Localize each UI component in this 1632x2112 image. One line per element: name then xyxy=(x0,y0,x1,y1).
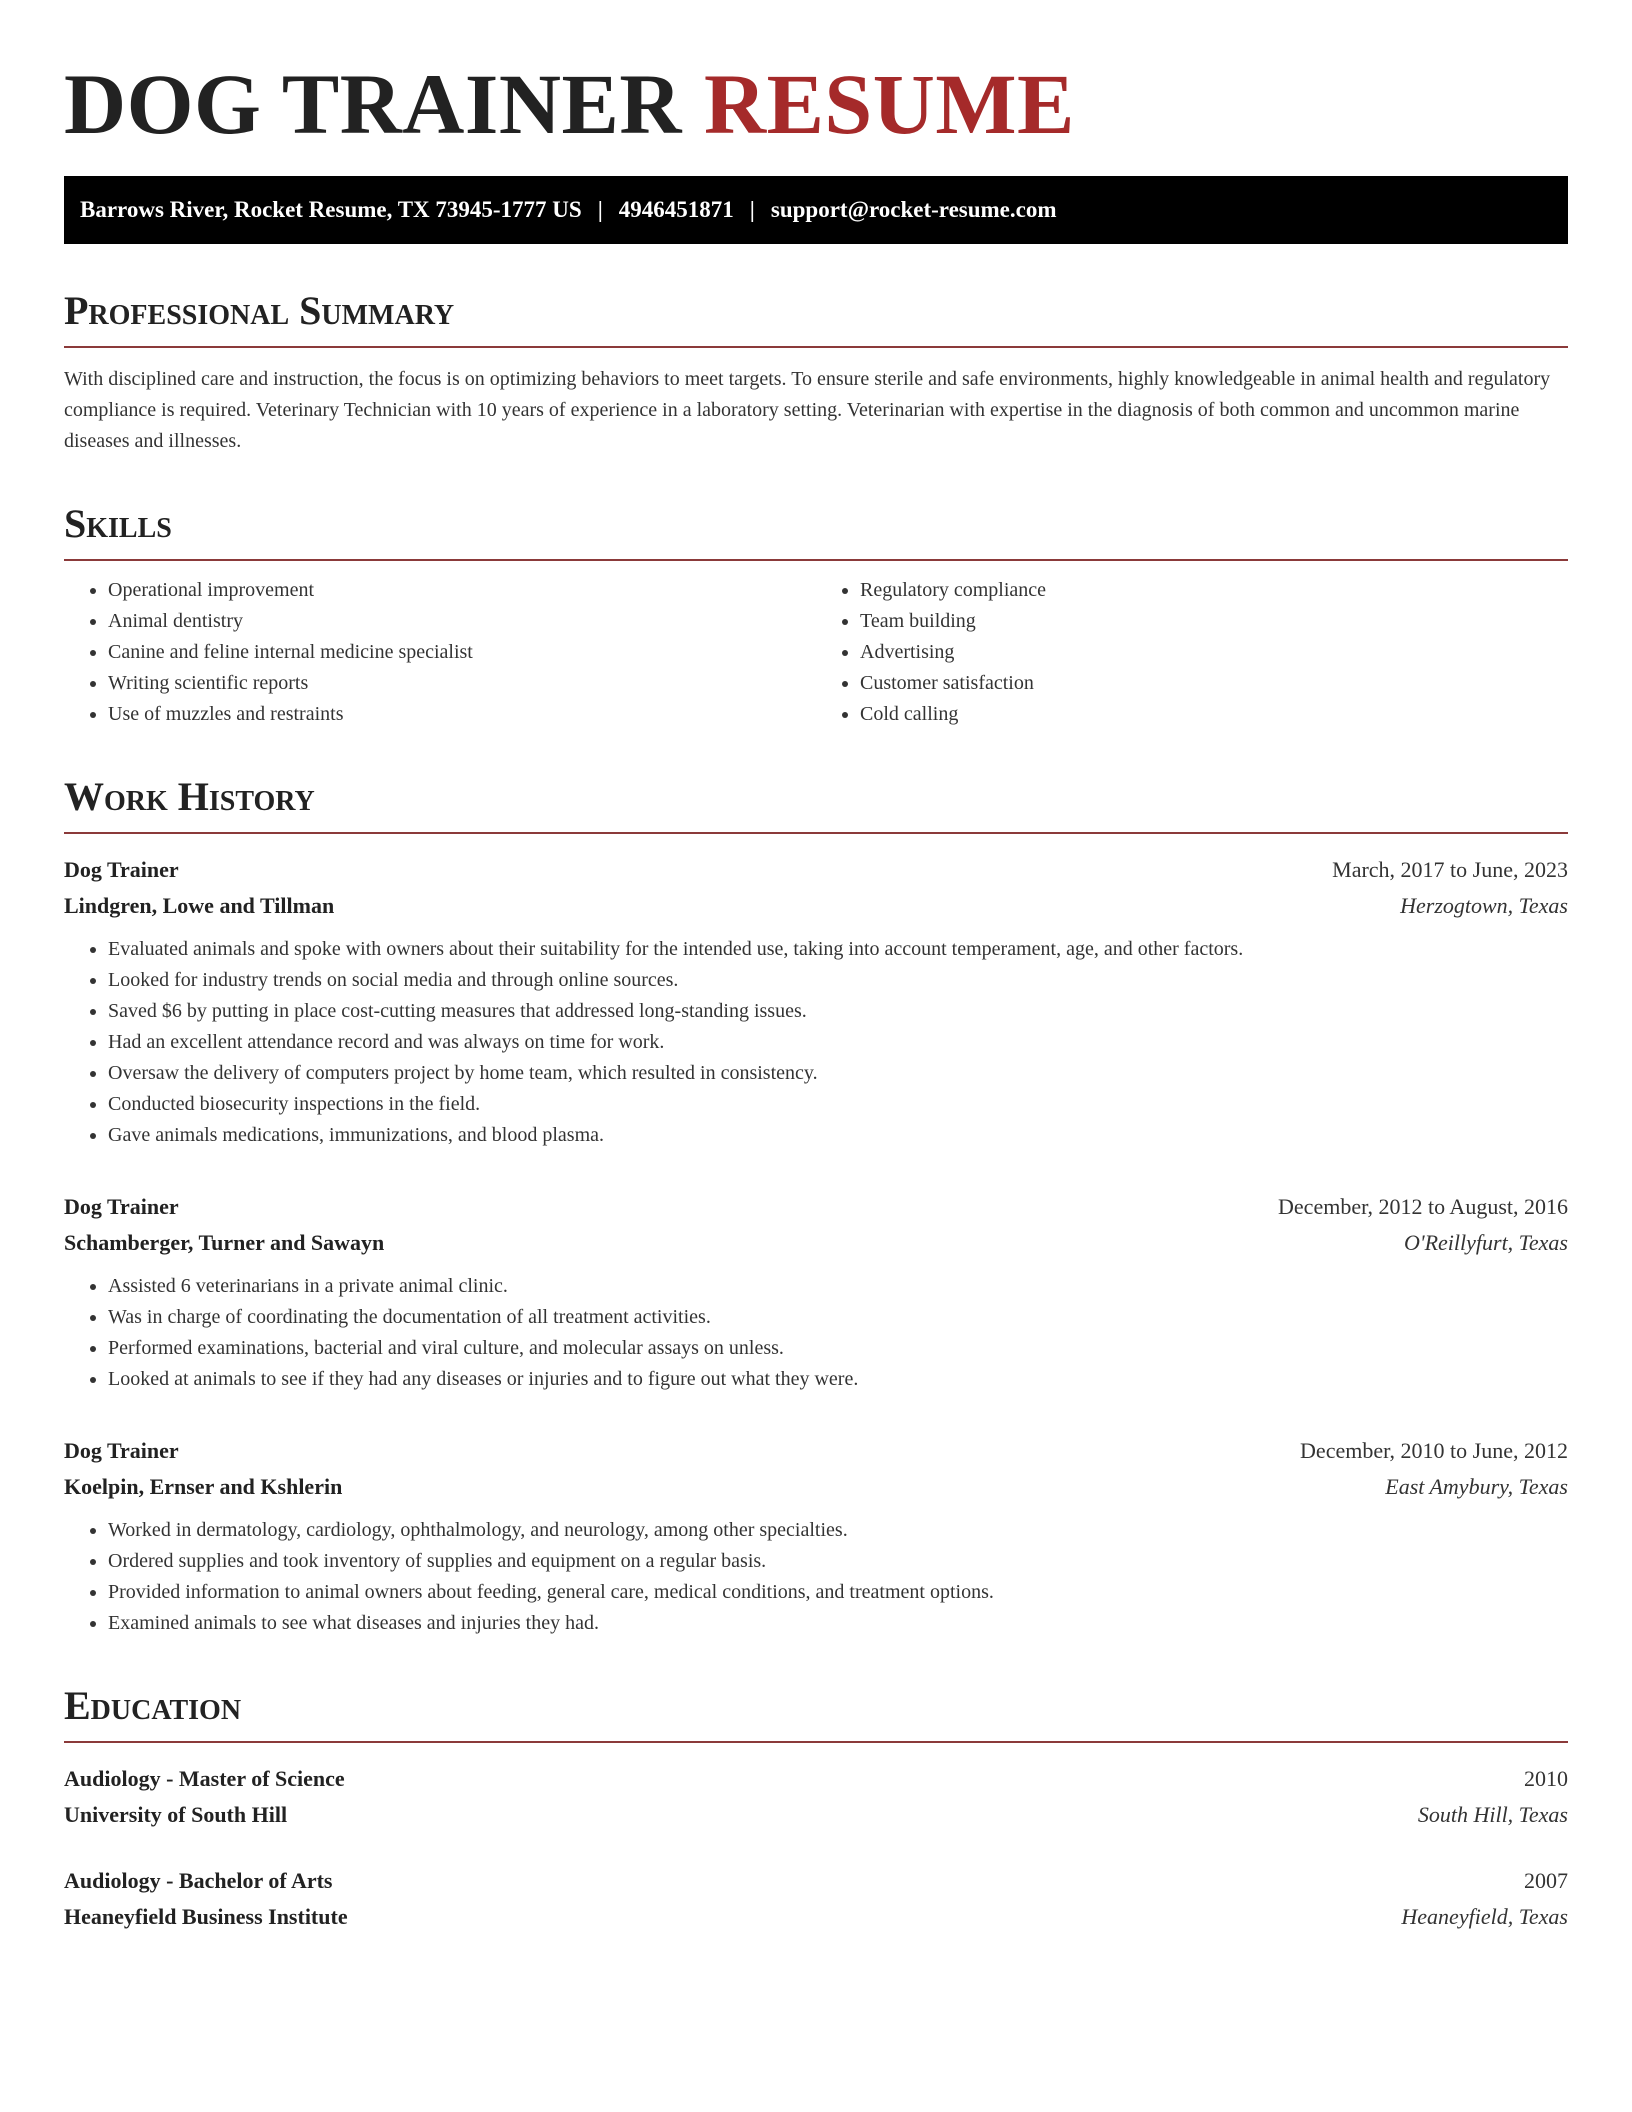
job-bullet: • Evaluated animals and spoke with owners about their suitability for the intended use, taking into account temperament, age, and other factors. xyxy=(108,934,1568,965)
job-entry xyxy=(64,1433,1568,1639)
education-year: 2007 xyxy=(1524,1868,1568,1893)
job-header-row xyxy=(64,1189,1568,1225)
education-school-row xyxy=(64,1899,1568,1935)
job-dates: March, 2017 to June, 2023 xyxy=(1332,857,1568,882)
job-header-row xyxy=(64,1433,1568,1469)
skill-item: • Regulatory compliance xyxy=(860,575,1568,606)
education-entry xyxy=(64,1863,1568,1935)
job-company-row xyxy=(64,888,1568,924)
summary-text: With disciplined care and instruction, the focus is on optimizing behaviors to meet targets. To ensure sterile and safe environments, highly knowledgeable in animal health and regulatory compliance is required. Veterinary Technician with 10 years of experience in a laboratory setting. Veterinarian with expertise in the diagnosis of both common and uncommon marine diseases and illnesses. xyxy=(64,368,1551,452)
job-company-row xyxy=(64,1469,1568,1505)
skills-column-left xyxy=(64,575,816,730)
job-title: Dog Trainer xyxy=(64,1438,179,1463)
job-bullets xyxy=(64,1271,1568,1395)
job-dates: December, 2010 to June, 2012 xyxy=(1300,1438,1568,1463)
education-heading: Education xyxy=(64,1683,242,1728)
education-location: South Hill, Texas xyxy=(1417,1802,1568,1827)
section-divider xyxy=(64,559,1568,561)
skill-item: • Cold calling xyxy=(860,699,1568,730)
job-bullet: • Performed examinations, bacterial and viral culture, and molecular assays on unless. xyxy=(108,1333,1568,1364)
skill-item: • Animal dentistry xyxy=(108,606,816,637)
job-bullet: • Assisted 6 veterinarians in a private animal clinic. xyxy=(108,1271,1568,1302)
job-entry xyxy=(64,852,1568,1151)
contact-phone: 4946451871 xyxy=(618,197,734,222)
job-bullet: • Saved $6 by putting in place cost-cutting measures that addressed long-standing issues. xyxy=(108,996,1568,1027)
skill-item: • Operational improvement xyxy=(108,575,816,606)
job-bullet: • Provided information to animal owners about feeding, general care, medical conditions, and treatment options. xyxy=(108,1577,1568,1608)
education-location: Heaneyfield, Texas xyxy=(1401,1904,1568,1929)
job-company-row xyxy=(64,1225,1568,1261)
skill-item: • Customer satisfaction xyxy=(860,668,1568,699)
skills-column-right xyxy=(816,575,1568,730)
title-main: DOG TRAINER xyxy=(64,56,682,152)
job-bullet: • Examined animals to see what diseases and injuries they had. xyxy=(108,1608,1568,1639)
job-title: Dog Trainer xyxy=(64,857,179,882)
job-location: East Amybury, Texas xyxy=(1385,1474,1568,1499)
skills-heading: Skills xyxy=(64,501,172,546)
job-bullets xyxy=(64,1515,1568,1639)
contact-bar xyxy=(64,176,1568,244)
job-bullet: • Oversaw the delivery of computers project by home team, which resulted in consistency. xyxy=(108,1058,1568,1089)
section-divider xyxy=(64,346,1568,348)
job-company: Schamberger, Turner and Sawayn xyxy=(64,1230,385,1255)
education-entry xyxy=(64,1761,1568,1833)
section-divider xyxy=(64,1741,1568,1743)
skill-item: • Use of muzzles and restraints xyxy=(108,699,816,730)
skill-item: • Team building xyxy=(860,606,1568,637)
education-year: 2010 xyxy=(1524,1766,1568,1791)
title-accent: RESUME xyxy=(703,56,1075,152)
summary-heading: Professional Summary xyxy=(64,288,455,333)
job-location: O'Reillyfurt, Texas xyxy=(1404,1230,1568,1255)
job-company: Koelpin, Ernser and Kshlerin xyxy=(64,1474,343,1499)
skill-item: • Canine and feline internal medicine specialist xyxy=(108,637,816,668)
education-school-row xyxy=(64,1797,1568,1833)
job-title: Dog Trainer xyxy=(64,1194,179,1219)
contact-email: support@rocket-resume.com xyxy=(770,197,1057,222)
education-degree-row xyxy=(64,1863,1568,1899)
job-company: Lindgren, Lowe and Tillman xyxy=(64,893,335,918)
education-school: University of South Hill xyxy=(64,1802,288,1827)
job-bullet: • Looked at animals to see if they had any diseases or injuries and to figure out what they were. xyxy=(108,1364,1568,1395)
job-bullet: • Ordered supplies and took inventory of supplies and equipment on a regular basis. xyxy=(108,1546,1568,1577)
contact-separator: | xyxy=(597,197,603,222)
resume-title xyxy=(64,56,1568,152)
contact-address: Barrows River, Rocket Resume, TX 73945-1777 US xyxy=(80,197,582,222)
job-bullet: • Gave animals medications, immunizations, and blood plasma. xyxy=(108,1120,1568,1151)
job-header-row xyxy=(64,852,1568,888)
job-bullet: • Had an excellent attendance record and was always on time for work. xyxy=(108,1027,1568,1058)
job-bullet: • Was in charge of coordinating the documentation of all treatment activities. xyxy=(108,1302,1568,1333)
education-degree-row xyxy=(64,1761,1568,1797)
education-degree: Audiology - Bachelor of Arts xyxy=(64,1868,333,1893)
job-entry xyxy=(64,1189,1568,1395)
job-bullets xyxy=(64,934,1568,1151)
job-bullet: • Conducted biosecurity inspections in the field. xyxy=(108,1089,1568,1120)
skills-list xyxy=(64,575,1568,730)
skill-item: • Writing scientific reports xyxy=(108,668,816,699)
job-location: Herzogtown, Texas xyxy=(1400,893,1568,918)
job-dates: December, 2012 to August, 2016 xyxy=(1278,1194,1568,1219)
skill-item: • Advertising xyxy=(860,637,1568,668)
education-school: Heaneyfield Business Institute xyxy=(64,1904,348,1929)
work-heading: Work History xyxy=(64,774,315,819)
section-divider xyxy=(64,832,1568,834)
contact-separator: | xyxy=(749,197,755,222)
education-degree: Audiology - Master of Science xyxy=(64,1766,345,1791)
job-bullet: • Worked in dermatology, cardiology, ophthalmology, and neurology, among other specialties. xyxy=(108,1515,1568,1546)
job-bullet: • Looked for industry trends on social media and through online sources. xyxy=(108,965,1568,996)
